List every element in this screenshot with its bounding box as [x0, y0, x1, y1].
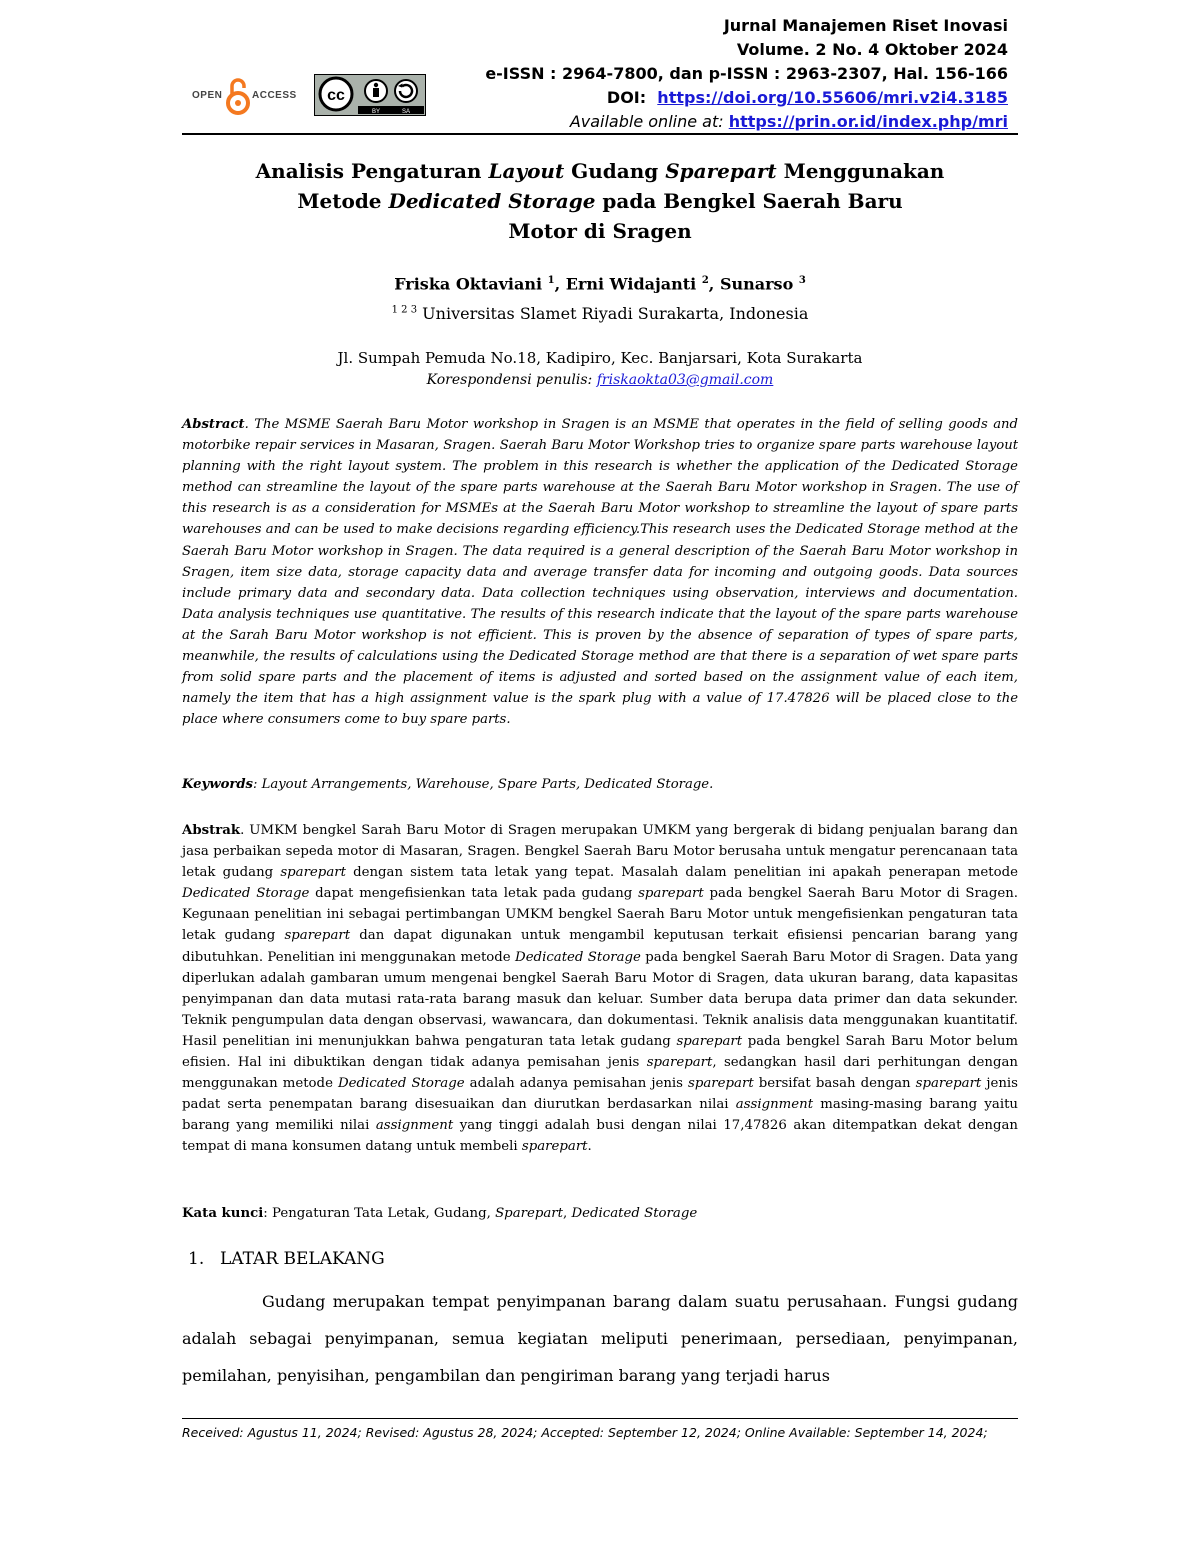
- license-logos: [192, 72, 442, 122]
- doi-label: DOI:: [606, 88, 647, 107]
- available-label: Available online at:: [569, 112, 724, 131]
- title-line-2: Metode Dedicated Storage pada Bengkel Saerah Baru: [297, 189, 903, 213]
- open-access-logo: [192, 76, 302, 116]
- doi-link[interactable]: https://doi.org/10.55606/mri.v2i4.3185: [657, 88, 1008, 107]
- header-divider: [182, 133, 1018, 135]
- keywords-english: Keywords: Layout Arrangements, Warehouse, Spare Parts, Dedicated Storage.: [182, 777, 714, 792]
- street-address: Jl. Sumpah Pemuda No.18, Kadipiro, Kec. Banjarsari, Kota Surakarta: [337, 349, 863, 367]
- abstract-label: Abstract: [182, 417, 245, 432]
- cc-by-text: BY: [371, 109, 381, 115]
- available-line: [485, 110, 1008, 134]
- abstract-english: [182, 414, 1018, 730]
- body-paragraph: Gudang merupakan tempat penyimpanan barang dalam suatu perusahaan. Fungsi gudang adalah sebagai penyimpanan, semua kegiatan meliputi penerimaan, persediaan, penyimpanan, pemilahan, penyisihan, pengambilan dan pengiriman barang yang terjadi harus: [182, 1292, 1018, 1385]
- doi-line: [485, 86, 1008, 110]
- affiliation: $^{1 2 3}$ Universitas Slamet Riyadi Surakarta, Indonesia: [391, 303, 809, 323]
- journal-header: [485, 14, 1008, 134]
- section-title: LATAR BELAKANG: [220, 1249, 385, 1269]
- title-line-1: Analisis Pengaturan Layout Gudang Sparepart Menggunakan: [255, 159, 945, 183]
- correspondence-line: Korespondensi penulis: friskaokta03@gmail.com: [426, 372, 774, 388]
- abstract-indonesian: Abstrak. UMKM bengkel Sarah Baru Motor di Sragen merupakan UMKM yang bergerak di bidang penjualan barang dan jasa perbaikan sepeda motor di Masaran, Sragen. Bengkel Saerah Baru Motor berusaha untuk mengatur perencanaan tata letak gudang sparepart dengan sistem tata letak yang tepat. Masalah dalam penelitian ini apakah penerapan metode Dedicated Storage dapat mengefisienkan tata letak pada gudang sparepart pada bengkel Saerah Baru Motor di Sragen. Kegunaan penelitian ini sebagai pertimbangan UMKM bengkel Saerah Baru Motor untuk mengefisienkan pengaturan tata letak gudang sparepart dan dapat digunakan untuk mengambil keputusan terkait efisiensi pencarian barang yang dibutuhkan. Penelitian ini menggunakan metode Dedicated Storage pada bengkel Saerah Baru Motor di Sragen. Data yang diperlukan adalah gambaran umum mengenai bengkel Saerah Baru Motor di Sragen, data ukuran barang, data kapasitas penyimpanan dan data mutasi rata-rata barang masuk dan keluar. Sumber data berupa data primer dan data sekunder. Teknik pengumpulan data dengan observasi, wawancara, dan dokumentasi. Teknik analisis data menggunakan kuantitatif. Hasil penelitian ini menunjukkan bahwa pengaturan tata letak gudang sparepart pada bengkel Sarah Baru Motor belum efisien. Hal ini dibuktikan dengan tidak adanya pemisahan jenis sparepart, sedangkan hasil dari perhitungan dengan menggunakan metode Dedicated Storage adalah adanya pemisahan jenis sparepart bersifat basah dengan sparepart jenis padat serta penempatan barang disesuaikan dan diurutkan berdasarkan nilai assignment masing-masing barang yaitu barang yang memiliki nilai assignment yang tinggi adalah busi dengan nilai 17,47826 akan ditempatkan dekat dengan tempat di mana konsumen datang untuk membeli sparepart.: [182, 823, 1019, 1155]
- available-link[interactable]: https://prin.or.id/index.php/mri: [728, 112, 1008, 131]
- title-line-3: Motor di Sragen: [508, 219, 692, 243]
- journal-name: Jurnal Manajemen Riset Inovasi: [723, 16, 1008, 35]
- received-dates-footnote: Received: Agustus 11, 2024; Revised: Agustus 28, 2024; Accepted: September 12, 2024; Online Available: September 14, 2024;: [182, 1425, 988, 1440]
- section-number: 1.: [188, 1249, 205, 1269]
- cc-sa-text: SA: [401, 109, 411, 115]
- section-heading: [188, 1246, 385, 1272]
- correspondence-email[interactable]: friskaokta03@gmail.com: [596, 372, 774, 388]
- open-lock-icon: [226, 76, 250, 116]
- footnote-divider: [182, 1418, 1018, 1419]
- cc-label: cc: [327, 87, 345, 104]
- open-access-right-text: ACCESS: [252, 90, 297, 101]
- open-access-left-text: OPEN: [192, 90, 223, 101]
- paper-title: [182, 156, 1018, 246]
- journal-issn: e-ISSN : 2964-7800, dan p-ISSN : 2963-2307, Hal. 156-166: [485, 64, 1008, 83]
- cc-by-sa-badge: [314, 74, 426, 116]
- author-block: [182, 268, 1018, 327]
- keywords-indonesian: Kata kunci: Pengaturan Tata Letak, Gudang, Sparepart, Dedicated Storage: [182, 1206, 698, 1221]
- author-names: Friska Oktaviani $^1$, Erni Widajanti $^2$, Sunarso $^3$: [394, 274, 806, 294]
- address-block: [182, 347, 1018, 391]
- abstract-text: . The MSME Saerah Baru Motor workshop in Sragen is an MSME that operates in the field of selling goods and motorbike repair services in Masaran, Sragen. Saerah Baru Motor Workshop tries to organize spare parts warehouse layout planning with the right layout system. The problem in this research is whether the application of the Dedicated Storage method can streamline the layout of the spare parts warehouse at the Saerah Baru Motor workshop in Sragen. The use of this research is as a consideration for MSMEs at the Saerah Baru Motor workshop to streamline the layout of spare parts warehouses and can be used to make decisions regarding efficiency.This research uses the Dedicated Storage method at the Saerah Baru Motor workshop in Sragen. The data required is a general description of the Saerah Baru Motor workshop in Sragen, item size data, storage capacity data and average transfer data for incoming and outgoing goods. Data sources include primary data and secondary data. Data collection techniques using observation, interviews and documentation. Data analysis techniques use quantitative. The results of this research indicate that the layout of the spare parts warehouse at the Sarah Baru Motor workshop is not efficient. This is proven by the absence of separation of types of spare parts, meanwhile, the results of calculations using the Dedicated Storage method are that there is a separation of wet spare parts from solid spare parts and the placement of items is adjusted and sorted based on the assignment value of each item, namely the item that has a high assignment value is the spark plug with a value of 17.47826 will be placed close to the place where consumers come to buy spare parts.: [182, 417, 1018, 728]
- journal-volume: Volume. 2 No. 4 Oktober 2024: [736, 40, 1008, 59]
